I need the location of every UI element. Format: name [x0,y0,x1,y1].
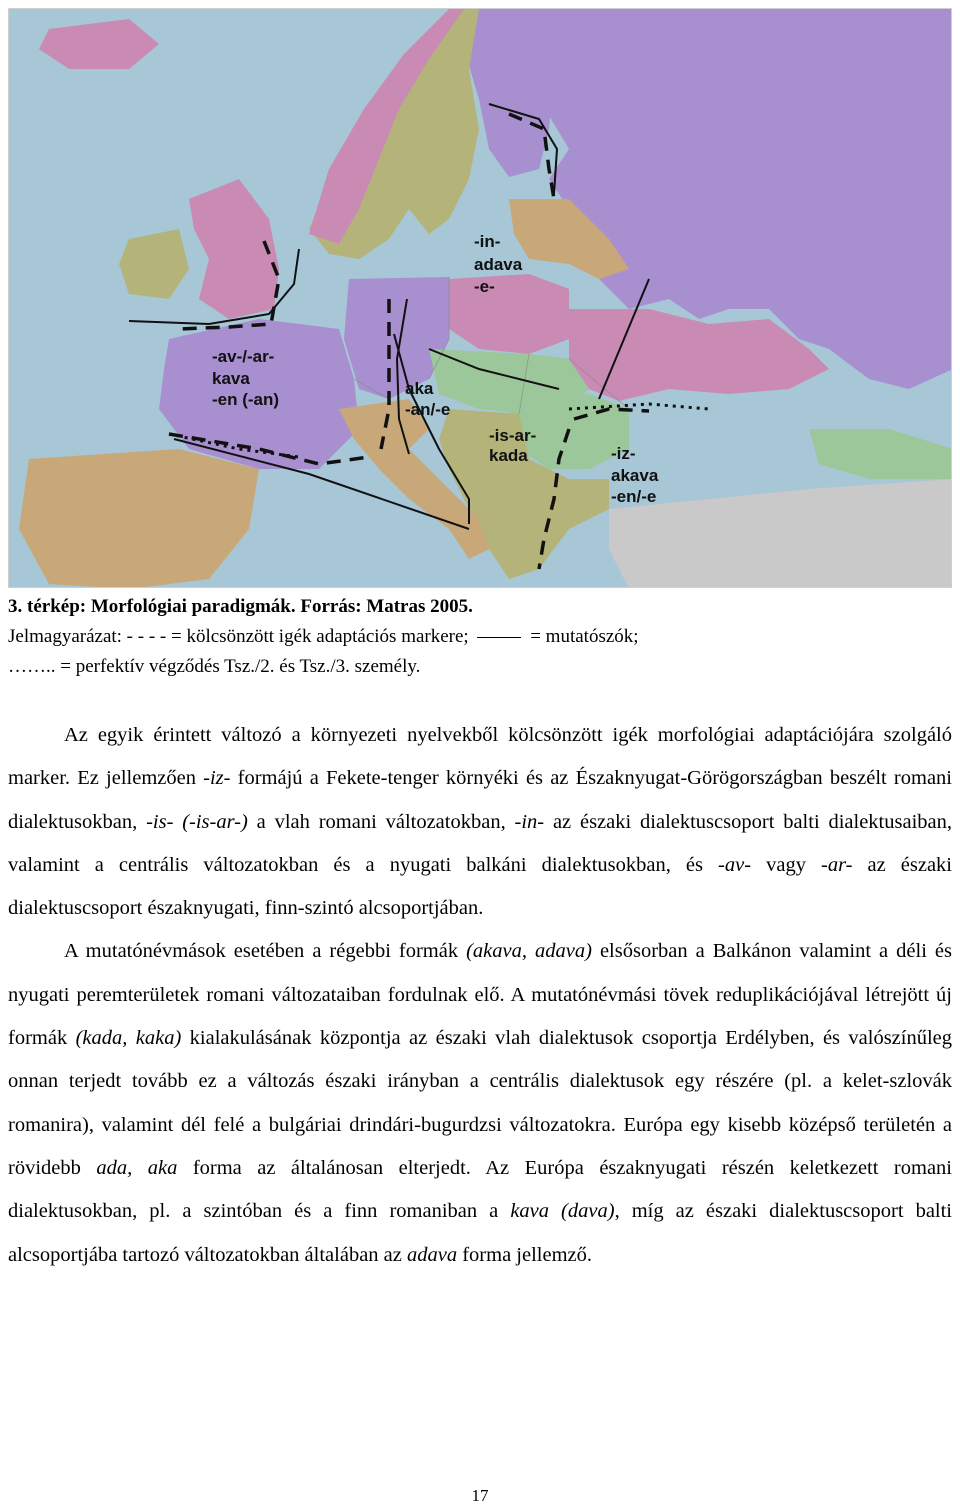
page-number: 17 [471,1486,489,1505]
legend-dotted: …….. = perfektív végződés Tsz./2. és Tsz./3. személy. [8,656,421,677]
label-northeast: -in- adava -e- [474,232,523,296]
dialect-map [8,8,952,588]
label-blacksea: -iz- akava -en/-e [611,444,659,506]
italic-term: kava (dava) [510,1200,615,1223]
text-run: A mutatónévmások esetében a régebbi formák [64,940,467,963]
italic-term: -av- [718,853,752,876]
body-text [8,714,952,1277]
text-run: a vlah romani változatokban, [247,810,515,833]
legend-line [8,622,948,652]
paragraph-1 [8,714,952,930]
italic-term: ada, aka [96,1156,178,1179]
text-run: forma az általánosan elterjedt. Az Európa északnyugati részén keletkezett romani dialektusokban, pl. a szintóban és a finn romaniban a [8,1156,952,1223]
paragraph-2 [8,930,952,1276]
legend-dashed: Jelmagyarázat: - - - - = kölcsönzött igék adaptációs markere; [8,626,469,647]
text-run: az északi dialektuscsoport balti dialektusaiban, valamint a centrális változatokban és a nyugati balkáni dialektusokban, és [8,810,952,876]
italic-term: (kada, kaka) [75,1027,182,1050]
italic-term: -iz- [203,767,231,790]
label-central: aka -an/-e [405,379,451,419]
text-run: vagy [751,853,821,876]
text-run: Az egyik érintett változó a környezeti nyelvekből kölcsönzött igék morfológiai adaptációjára szolgáló marker. Ez jellemzően [8,724,952,790]
caption-title: 3. térkép: Morfológiai paradigmák. Forrás: Matras 2005. [8,596,473,617]
italic-term: adava [407,1243,458,1266]
italic-term: -in- [514,810,545,833]
text-run: kialakulásának központja az északi vlah dialektusok csoportja Erdélyben, és valószínűleg onnan terjedt tovább ez a változás északi irányban a centrális dialektusok egy részére (pl. a kelet-szlovák romanira), valamint dél felé a bulgáriai drindári-bugurdzsi változatokra. Európa egy kisebb középső területén a rövidebb [8,1027,953,1179]
text-run: formájú a Fekete-tenger környéki és az Északnyugat-Görögországban beszélt romani dialektusokban, [8,767,952,833]
map-caption [8,592,948,682]
text-run: elsősorban a Balkánon valamint a déli és nyugati peremterületek romani változataiban fordulnak elő. A mutatónévmási tövek reduplikációjával létrejött új formák [8,940,952,1050]
label-vlax: -is-ar- kada [489,426,537,465]
label-west: -av-/-ar- kava -en (-an) [212,347,280,409]
legend-solid-sample [477,637,521,638]
text-run: az északi dialektuscsoport északnyugati, finn-szintó alcsoportjában. [8,853,952,920]
italic-term: (akava, adava) [466,940,592,963]
text-run: forma jellemző. [457,1243,593,1266]
legend-solid: = mutatószók; [530,626,639,647]
italic-term: -ar- [821,853,853,876]
italic-term: -is- (-is-ar-) [146,810,248,833]
text-run: , míg az északi dialektuscsoport balti alcsoportjába tartozó változatokban általában az [8,1200,953,1266]
